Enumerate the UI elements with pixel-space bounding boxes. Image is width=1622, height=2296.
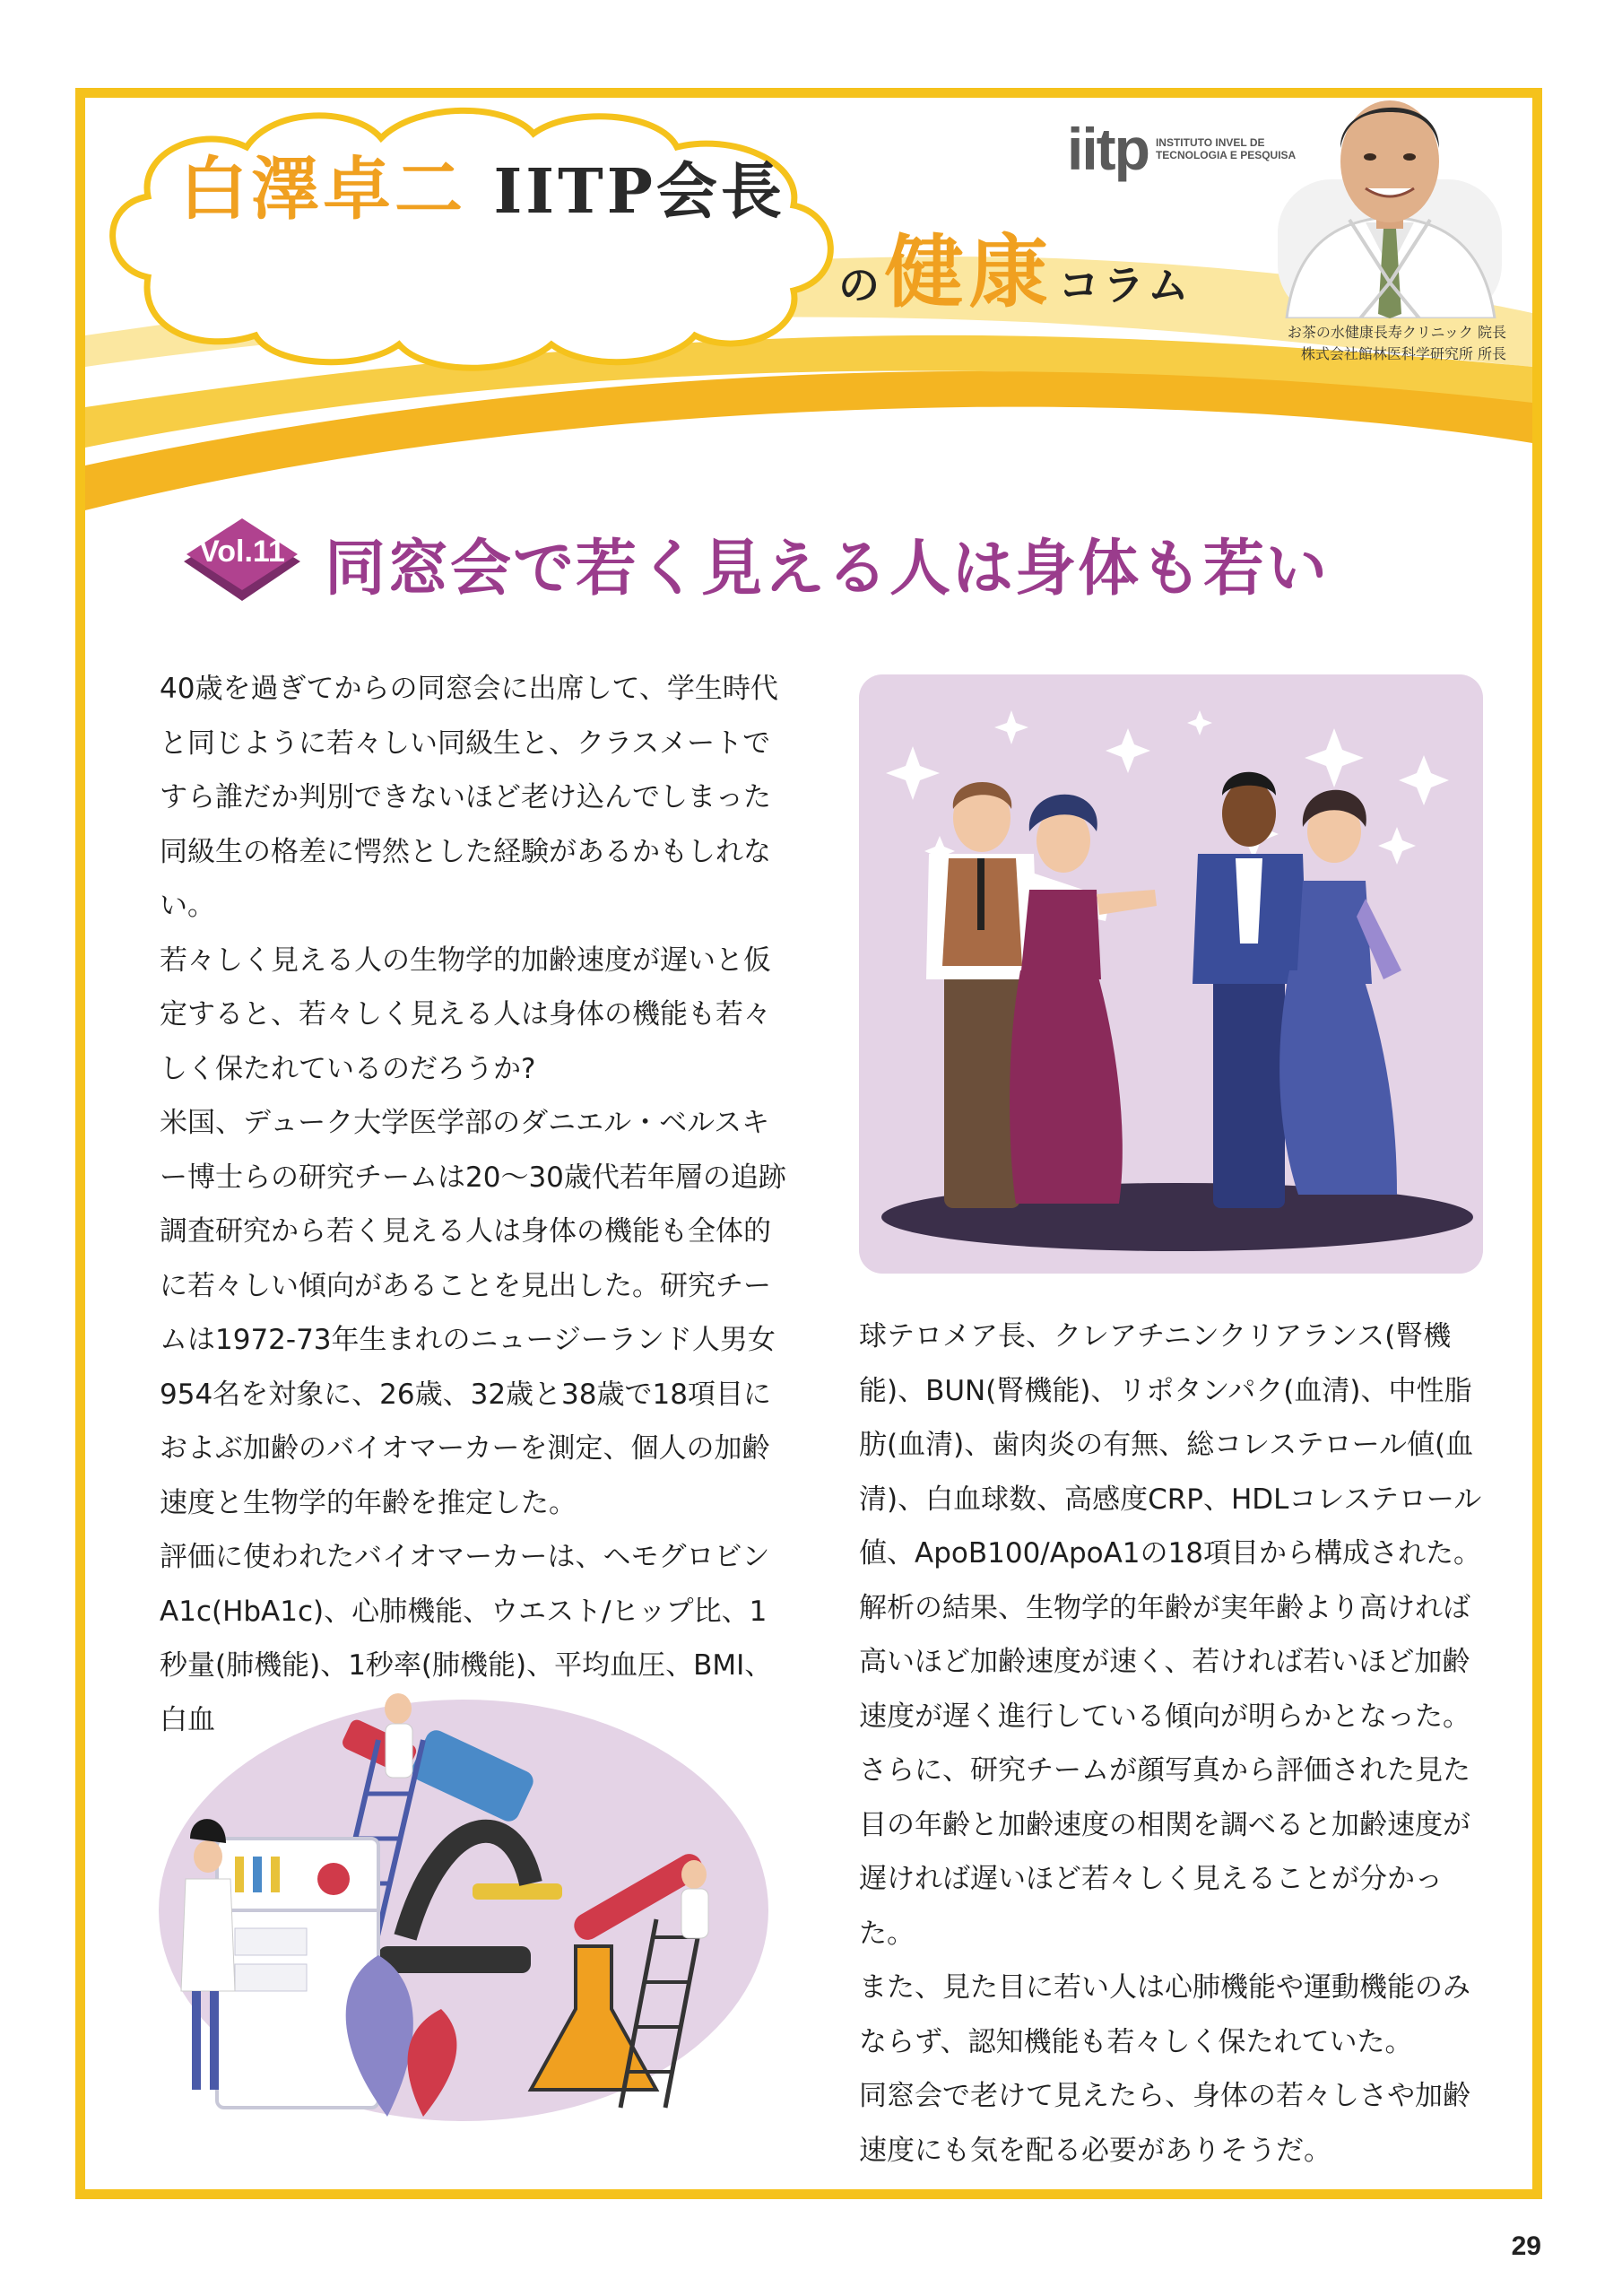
laboratory-illustration: [154, 1650, 773, 2126]
article-left-column: [160, 662, 793, 1747]
article-right-column: [859, 1309, 1494, 2178]
left-paragraph: 若々しく見える人の生物学的加齢速度が遅いと仮定すると、若々しく見える人は身体の機能も若々しく保たれているのだろうか?: [160, 944, 771, 1085]
logo-line-2: TECNOLOGIA E PESQUISA: [1155, 149, 1297, 161]
reunion-illustration: [859, 674, 1483, 1274]
right-paragraph: また、見た目に若い人は心肺機能や運動機能のみならず、認知機能も若々しく保たれていた。: [859, 1971, 1470, 2058]
vol-badge: [179, 518, 305, 608]
left-paragraph: 40歳を過ぎてからの同窓会に出席して、学生時代と同じように若々しい同級生と、クラスメートですら誰だか判別できないほど老け込んでしまった同級生の格差に愕然とした経験があるかもしれない。: [160, 673, 778, 922]
article-headline: 同窓会で若く見える人は身体も若い: [325, 532, 1330, 604]
subtitle-column: コラム: [1058, 261, 1193, 309]
right-paragraph: 球テロメア長、クレアチニンクリアランス(腎機能)、BUN(腎機能)、リポタンパク(血清)、中性脂肪(血清)、歯肉炎の有無、総コレステロール値(血清)、白血球数、高感度CRP、HDLコレステロール値、ApoB100/ApoA1の18項目から構成された。: [859, 1320, 1482, 1570]
column-subtitle: [838, 210, 1193, 323]
iitp-logo-mark: iitp: [1067, 116, 1149, 182]
vol-label: Vol.11: [199, 535, 285, 569]
author-role: IITP会長: [493, 156, 785, 228]
author-name: 白澤卓二: [179, 149, 466, 229]
right-paragraph: 解析の結果、生物学的年齢が実年齢より高ければ高いほど加齢速度が速く、若ければ若いほど加齢速度が遅く進行している傾向が明らかとなった。: [859, 1591, 1470, 1733]
right-paragraph: 同窓会で老けて見えたら、身体の若々しさや加齢速度にも気を配る必要がありそうだ。: [859, 2080, 1470, 2167]
subtitle-kenko: 健康: [884, 225, 1054, 318]
column-author-title: [179, 135, 785, 232]
caption-line-2: 株式会社館林医科学研究所 所長: [1300, 345, 1506, 362]
subtitle-no: の: [838, 261, 880, 309]
author-caption: [1255, 322, 1506, 365]
logo-line-1: INSTITUTO INVEL DE: [1155, 136, 1265, 149]
right-paragraph: さらに、研究チームが顔写真から評価された見た目の年齢と加齢速度の相関を調べると加齢速度が遅ければ遅いほど若々しく見えることが分かった。: [859, 1754, 1470, 1950]
caption-line-1: お茶の水健康長寿クリニック 院長: [1287, 324, 1506, 341]
article-title-row: [179, 518, 1329, 608]
author-portrait: [1260, 63, 1520, 318]
left-paragraph: 評価に使われたバイオマーカーは、ヘモグロビンA1c(HbA1c)、心肺機能、ウエスト/ヒップ比、1秒量(肺機能)、1秒率(肺機能)、平均血圧、BMI、白血: [160, 1541, 773, 1736]
page-number: 29: [1511, 2231, 1541, 2261]
left-paragraph: 米国、デューク大学医学部のダニエル・ベルスキー博士らの研究チームは20〜30歳代若年層の追跡調査研究から若く見える人は身体の機能も全体的に若々しい傾向があることを見出した。研究チームは1972-73年生まれのニュージーランド人男女954名を対象に、26歳、32歳と38歳で18項目におよぶ加齢のバイオマーカーを測定、個人の加齢速度と生物学的年齢を推定した。: [160, 1107, 786, 1519]
